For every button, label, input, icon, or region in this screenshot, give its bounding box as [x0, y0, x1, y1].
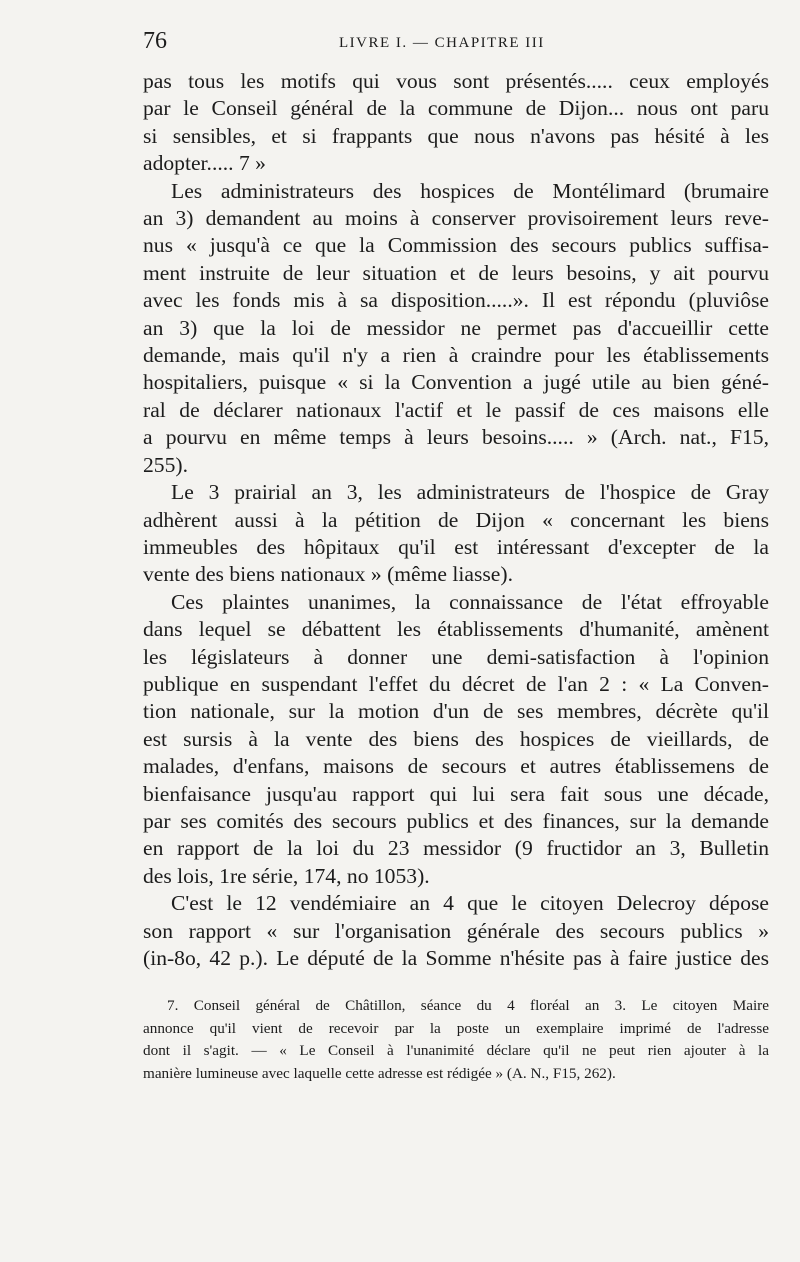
- text-line: tion nationale, sur la motion d'un de ses membres, décrète qu'il: [143, 699, 769, 724]
- text-line: an 3) demandent au moins à conserver provisoirement leurs reve-: [143, 206, 769, 231]
- text-line: 255).: [143, 452, 188, 477]
- footnote-line: manière lumineuse avec laquelle cette adresse est rédigée » (A. N., F15, 262).: [143, 1064, 616, 1082]
- body-text: [143, 68, 769, 972]
- text-line: malades, d'enfans, maisons de secours et autres établissemens de: [143, 754, 769, 779]
- text-line: demande, mais qu'il n'y a rien à craindre pour les établissements: [143, 343, 769, 368]
- footnote-line: annonce qu'il vient de recevoir par la poste un exemplaire imprimé de l'adresse: [143, 1019, 769, 1037]
- footnote-line: dont il s'agit. — « Le Conseil à l'unanimité déclare qu'il ne peut rien ajouter à la: [143, 1042, 769, 1059]
- text-line: les législateurs à donner une demi-satisfaction à l'opinion: [143, 644, 769, 669]
- text-line: vente des biens nationaux » (même liasse).: [143, 562, 513, 587]
- text-line: pas tous les motifs qui vous sont présentés..... ceux employés: [143, 69, 769, 93]
- text-line: avec les fonds mis à sa disposition.....». Il est répondu (pluviôse: [143, 288, 769, 313]
- text-line: ral de déclarer nationaux l'actif et le passif de ces maisons elle: [143, 397, 769, 422]
- text-line: Les administrateurs des hospices de Montélimard (brumaire: [171, 178, 769, 203]
- text-line: des lois, 1re série, 174, no 1053).: [143, 863, 430, 888]
- text-line: ment instruite de leur situation et de leurs besoins, y ait pourvu: [143, 260, 769, 285]
- text-line: adopter..... 7 »: [143, 151, 266, 176]
- text-line: publique en suspendant l'effet du décret de l'an 2 : « La Conven-: [143, 671, 769, 696]
- text-line: en rapport de la loi du 23 messidor (9 fructidor an 3, Bulletin: [143, 836, 769, 861]
- text-line: an 3) que la loi de messidor ne permet pas d'accueillir cette: [143, 315, 769, 340]
- text-line: son rapport « sur l'organisation générale des secours publics »: [143, 918, 769, 943]
- page-number: 76: [143, 28, 167, 54]
- text-line: adhèrent aussi à la pétition de Dijon « concernant les biens: [143, 507, 769, 532]
- text-line: immeubles des hôpitaux qu'il est intéressant d'excepter de la: [143, 534, 769, 559]
- text-line: Le 3 prairial an 3, les administrateurs de l'hospice de Gray: [171, 480, 769, 505]
- text-line: Ces plaintes unanimes, la connaissance de l'état effroyable: [171, 589, 769, 614]
- footnote: [143, 995, 769, 1085]
- text-line: dans lequel se débattent les établissements d'humanité, amènent: [143, 617, 769, 642]
- text-line: nus « jusqu'à ce que la Commission des secours publics suffisa-: [143, 233, 769, 258]
- text-line: a pourvu en même temps à leurs besoins..... » (Arch. nat., F15,: [143, 425, 769, 450]
- text-line: si sensibles, et si frappants que nous n'avons pas hésité à les: [143, 123, 769, 148]
- text-line: C'est le 12 vendémiaire an 4 que le citoyen Delecroy dépose: [171, 891, 769, 916]
- running-head: LIVRE I. — CHAPITRE III: [339, 35, 545, 51]
- text-line: hospitaliers, puisque « si la Convention a jugé utile au bien géné-: [143, 370, 769, 395]
- text-line: (in-8o, 42 p.). Le député de la Somme n'hésite pas à faire justice des: [143, 946, 769, 970]
- footnote-line: 7. Conseil général de Châtillon, séance du 4 floréal an 3. Le citoyen Maire: [167, 997, 769, 1014]
- text-line: bienfaisance jusqu'au rapport qui lui sera fait sous une décade,: [143, 781, 769, 806]
- text-line: par le Conseil général de la commune de Dijon... nous ont paru: [143, 96, 769, 121]
- text-line: par ses comités des secours publics et des finances, sur la demande: [143, 808, 769, 833]
- page-header: [143, 28, 767, 58]
- text-line: est sursis à la vente des biens des hospices de vieillards, de: [143, 726, 769, 751]
